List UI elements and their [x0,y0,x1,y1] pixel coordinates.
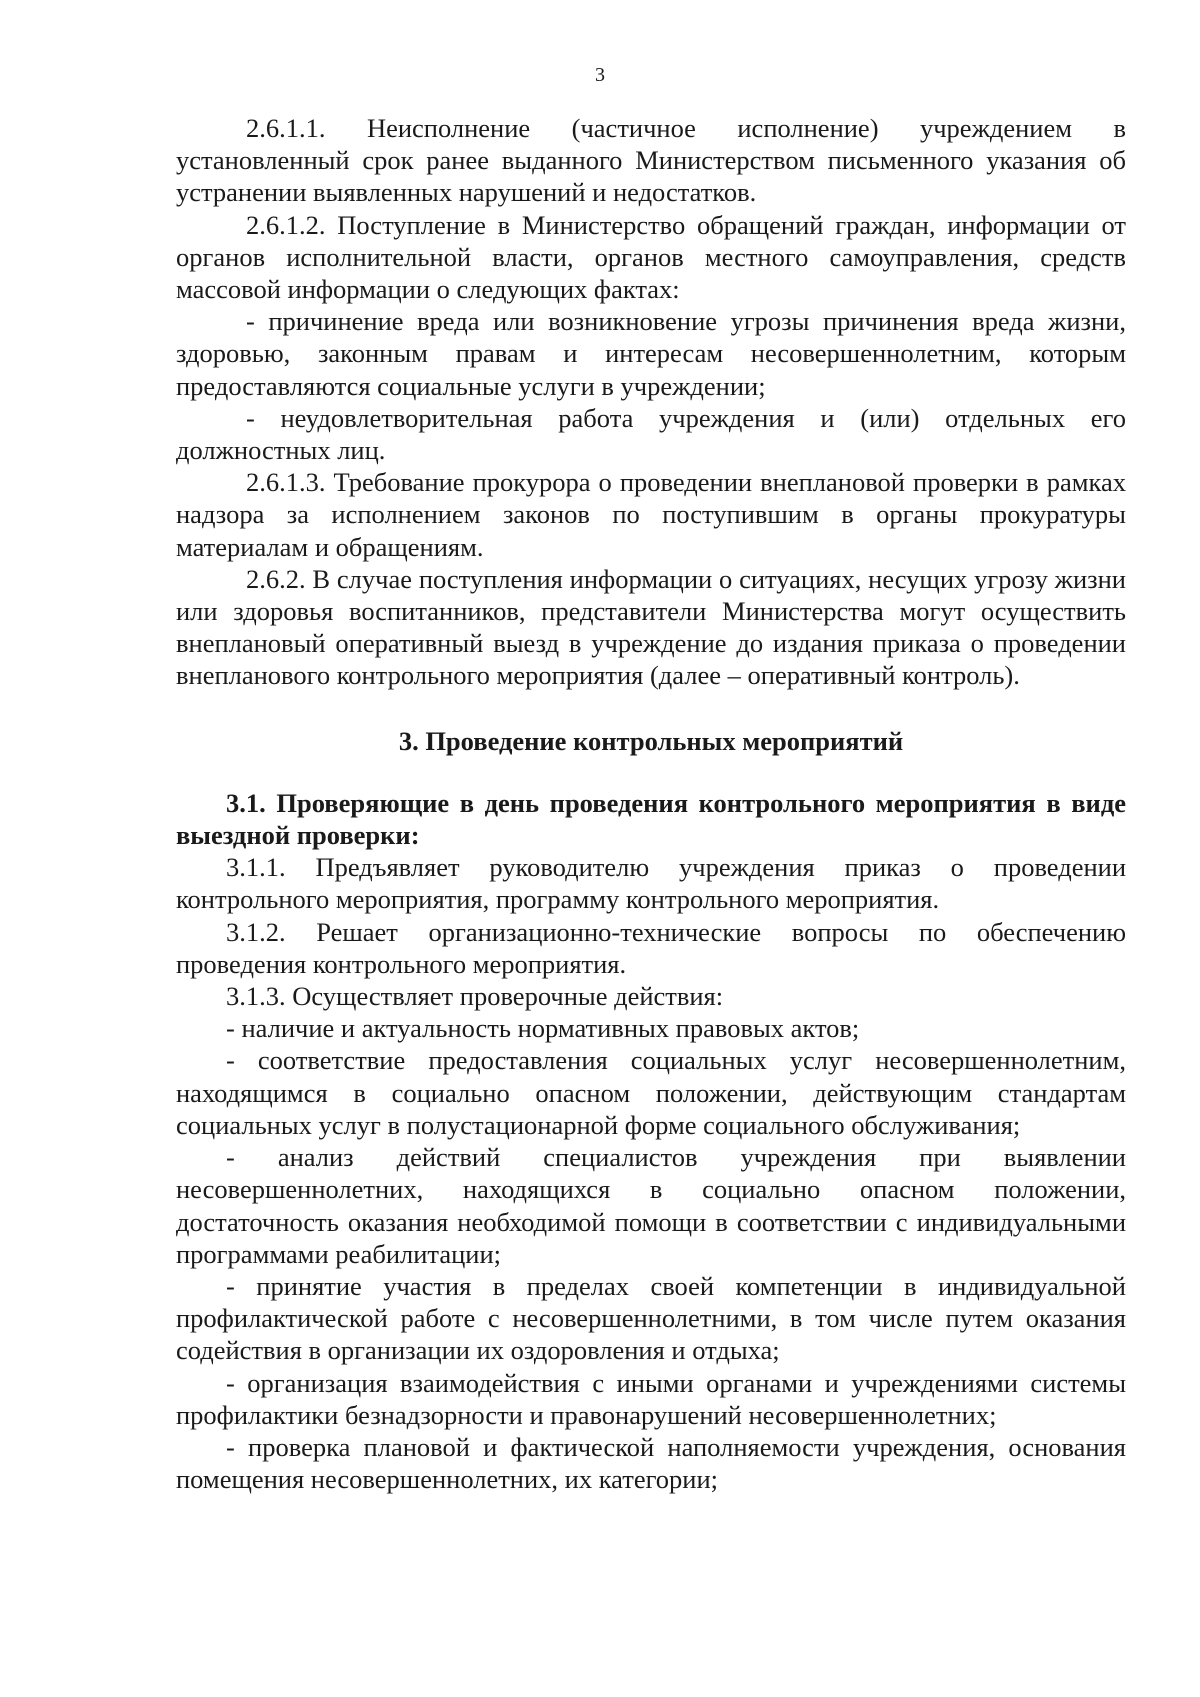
paragraph-2-6-1-3: 2.6.1.3. Требование прокурора о проведении внеплановой проверки в рамках надзора за исполнением законов по поступившим в органы прокуратуры материалам и обращениям. [176,467,1126,562]
bullet-interaction: - организация взаимодействия с иными органами и учреждениями системы профилактики безнадзорности и правонарушений несовершеннолетних; [176,1367,1126,1430]
item-3-1-2: 3.1.2. Решает организационно-технические вопросы по обеспечению проведения контрольного мероприятия. [176,916,1126,979]
bullet-occupancy-check: - проверка плановой и фактической наполняемости учреждения, основания помещения несовершеннолетних, их категории; [176,1431,1126,1495]
bullet-legal-acts: - наличие и актуальность нормативных правовых актов; [226,1013,860,1044]
section-heading: 3. Проведение контрольных мероприятий [398,725,904,756]
paragraph-2-6-2: 2.6.2. В случае поступления информации о ситуациях, несущих угрозу жизни или здоровья воспитанников, представители Министерства могут осуществить внеплановый оперативный выезд в учреждение до издания приказа о проведении внепланового контрольного мероприятия (далее – оперативный контроль). [176,563,1126,691]
bullet-harm: - причинение вреда или возникновение угрозы причинения вреда жизни, здоровью, законным правам и интересам несовершеннолетним, которым предоставляются социальные услуги в учреждении; [176,306,1126,401]
page-number: 3 [595,64,605,86]
bullet-unsatisfactory-work: - неудовлетворительная работа учреждения и (или) отдельных его должностных лиц. [176,402,1126,466]
subsection-heading: 3.1. Проверяющие в день проведения контрольного мероприятия в виде выездной проверки: [176,787,1126,851]
item-3-1-3: 3.1.3. Осуществляет проверочные действия: [226,981,724,1012]
bullet-specialists-analysis: - анализ действий специалистов учреждения при выявлении несовершеннолетних, находящихся в социально опасном положении, достаточность оказания необходимой помощи в соответствии с индивидуальными программами реабилитации; [176,1142,1126,1269]
document-body [176,112,1126,1495]
paragraph-2-6-1-1: 2.6.1.1. Неисполнение (частичное исполнение) учреждением в установленный срок ранее выданного Министерством письменного указания об устранении выявленных нарушений и недостатков. [176,113,1126,208]
paragraph-2-6-1-2: 2.6.1.2. Поступление в Министерство обращений граждан, информации от органов исполнительной власти, органов местного самоуправления, средств массовой информации о следующих фактах: [176,209,1126,305]
bullet-standards-compliance: - соответствие предоставления социальных услуг несовершеннолетним, находящимся в социально опасном положении, действующим стандартам социальных услуг в полустационарной форме социального обслуживания; [176,1045,1126,1140]
item-3-1-1: 3.1.1. Предъявляет руководителю учреждения приказ о проведении контрольного мероприятия, программу контрольного мероприятия. [176,852,1126,915]
bullet-prevention-work: - принятие участия в пределах своей компетенции в индивидуальной профилактической работе с несовершеннолетними, в том числе путем оказания содействия в организации их оздоровления и отдыха; [176,1270,1126,1366]
